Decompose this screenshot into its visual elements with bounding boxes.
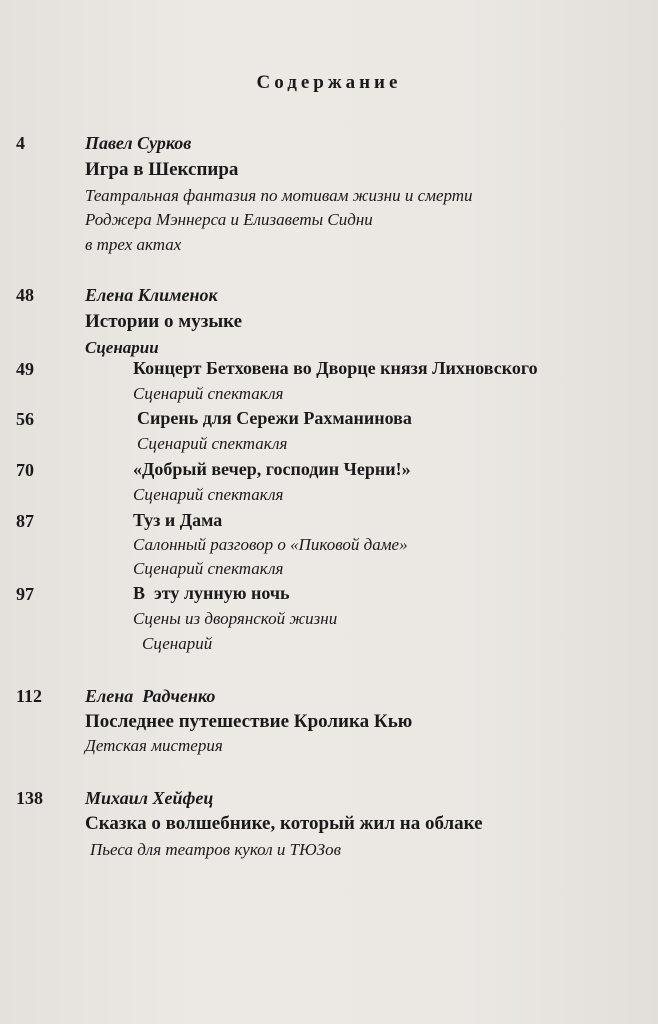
author-name: Елена Радченко xyxy=(85,686,216,706)
work-title: Концерт Бетховена во Дворце князя Лихновского xyxy=(133,358,538,378)
page-number: 138 xyxy=(16,788,43,808)
work-title: Игра в Шекспира xyxy=(85,159,239,180)
author-name: Михаил Хейфец xyxy=(85,788,214,808)
work-description: Сценарий xyxy=(142,634,213,653)
section-label: Сценарии xyxy=(85,338,159,357)
work-title: Сказка о волшебнике, который жил на облаке xyxy=(85,813,483,834)
work-description: Сценарий спектакля xyxy=(133,384,284,403)
page-number: 70 xyxy=(16,460,34,480)
work-title: Последнее путешествие Кролика Кью xyxy=(85,711,413,732)
work-description: Роджера Мэннерса и Елизаветы Сидни xyxy=(85,210,373,229)
work-description: Пьеса для театров кукол и ТЮЗов xyxy=(90,840,341,859)
work-title: «Добрый вечер, господин Черни!» xyxy=(133,459,411,479)
page-number: 112 xyxy=(16,686,43,706)
work-title: Туз и Дама xyxy=(133,510,223,530)
work-title: В эту лунную ночь xyxy=(133,583,290,603)
work-description: Сценарий спектакля xyxy=(133,485,284,504)
work-title: Истории о музыке xyxy=(85,311,243,332)
page-number: 87 xyxy=(16,511,34,531)
page-number: 48 xyxy=(16,285,34,305)
work-description: Салонный разговор о «Пиковой даме» xyxy=(133,535,408,554)
work-description: в трех актах xyxy=(85,235,182,254)
page-number: 97 xyxy=(16,584,34,604)
author-name: Павел Сурков xyxy=(85,133,192,153)
work-description: Сценарий спектакля xyxy=(137,434,288,453)
work-description: Сцены из дворянской жизни xyxy=(133,609,338,628)
work-description: Сценарий спектакля xyxy=(133,559,284,578)
contents-heading: Содержание xyxy=(256,72,402,93)
page-number: 56 xyxy=(16,409,34,429)
page-number: 49 xyxy=(16,359,34,379)
work-description: Театральная фантазия по мотивам жизни и смерти xyxy=(85,186,473,205)
work-title: Сирень для Сережи Рахманинова xyxy=(137,408,412,428)
page-number: 4 xyxy=(16,133,25,153)
work-description: Детская мистерия xyxy=(85,736,223,755)
author-name: Елена Клименок xyxy=(85,285,218,305)
